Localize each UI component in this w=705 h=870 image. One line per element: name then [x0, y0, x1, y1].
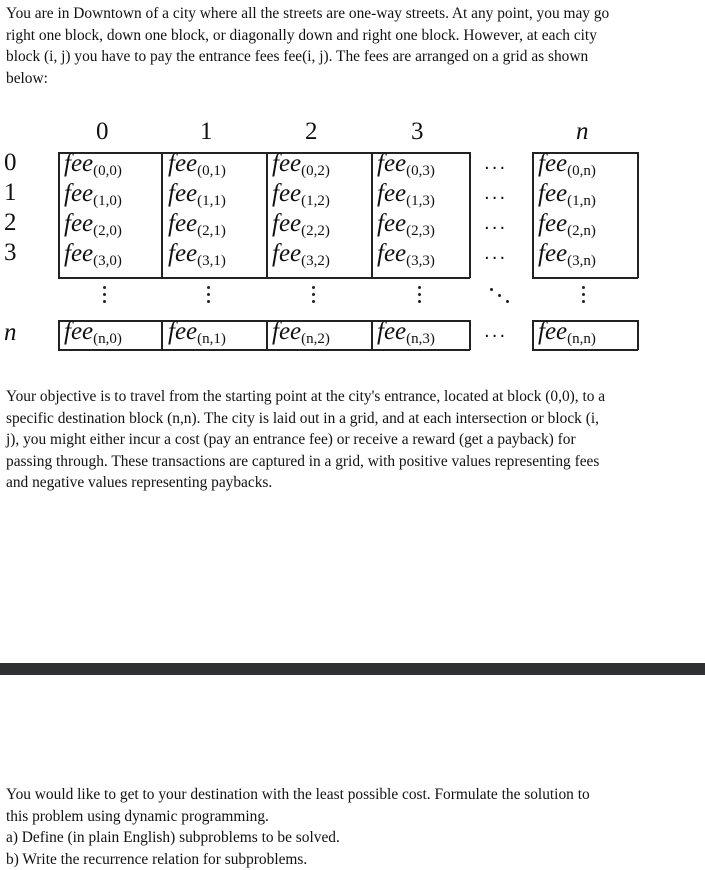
grid-line	[469, 320, 471, 350]
task-line: this problem using dynamic programming.	[6, 806, 658, 828]
fee-cell: fee$_{(0,1)}$	[168, 150, 226, 180]
horizontal-ellipsis: ···	[484, 158, 507, 179]
horizontal-ellipsis: ···	[484, 248, 507, 269]
section-divider	[0, 663, 705, 675]
fee-cell: fee$_{(1,2)}$	[272, 180, 330, 210]
grid-line	[532, 152, 534, 278]
column-header: 1	[200, 118, 213, 146]
fee-cell: fee$_{(0,2)}$	[272, 150, 330, 180]
fee-cell: fee$_{(1,3)}$	[377, 180, 435, 210]
grid-line	[266, 152, 268, 278]
column-header: 3	[411, 118, 424, 146]
vertical-ellipsis	[103, 286, 107, 307]
fee-cell: fee$_{(2,1)}$	[168, 210, 226, 240]
row-header: 0	[4, 149, 17, 177]
grid-line	[637, 320, 639, 350]
grid-line	[58, 277, 470, 279]
intro-line: block (i, j) you have to pay the entrance fees fee(i, j). The fees are arranged on a grid as shown	[6, 46, 658, 68]
vertical-ellipsis	[312, 286, 316, 307]
fee-cell: fee$_{(2,3)}$	[377, 210, 435, 240]
grid-line	[532, 320, 534, 350]
row-header: 1	[4, 179, 17, 207]
grid-line	[161, 152, 163, 278]
vertical-ellipsis	[207, 286, 211, 307]
fee-cell: fee$_{(1,1)}$	[168, 180, 226, 210]
fee-cell: fee$_{(n,0)}$	[64, 318, 122, 348]
fee-grid-figure	[0, 116, 705, 356]
fee-cell: fee$_{(n,n)}$	[538, 318, 596, 348]
grid-line	[266, 320, 268, 350]
objective-paragraph	[6, 386, 658, 494]
grid-line	[58, 152, 60, 278]
row-header: 2	[4, 209, 17, 237]
column-header: n	[576, 118, 589, 146]
grid-line	[469, 152, 471, 278]
grid-line	[532, 349, 638, 351]
horizontal-ellipsis: ···	[484, 188, 507, 209]
vertical-ellipsis	[582, 286, 586, 307]
objective-line: passing through. These transactions are captured in a grid, with positive values representing fees	[6, 451, 658, 473]
grid-line	[637, 152, 639, 278]
vertical-ellipsis	[418, 286, 422, 307]
fee-cell: fee$_{(n,1)}$	[168, 318, 226, 348]
fee-cell: fee$_{(3,0)}$	[64, 240, 122, 270]
objective-line: Your objective is to travel from the starting point at the city's entrance, located at block (0,0), to a	[6, 386, 658, 408]
task-line: a) Define (in plain English) subproblems to be solved.	[6, 827, 658, 849]
objective-line: specific destination block (n,n). The city is laid out in a grid, and at each intersection or block (i,	[6, 408, 658, 430]
fee-cell: fee$_{(3,3)}$	[377, 240, 435, 270]
grid-line	[58, 320, 60, 350]
fee-cell: fee$_{(0,0)}$	[64, 150, 122, 180]
fee-cell: fee$_{(2,0)}$	[64, 210, 122, 240]
intro-line: You are in Downtown of a city where all the streets are one-way streets. At any point, you may go	[6, 3, 658, 25]
grid-line	[371, 320, 373, 350]
fee-cell: fee$_{(0,n)}$	[538, 150, 596, 180]
intro-line: right one block, down one block, or diagonally down and right one block. However, at each city	[6, 25, 658, 47]
row-header: 3	[4, 239, 17, 267]
grid-line	[161, 320, 163, 350]
objective-line: and negative values representing paybacks.	[6, 472, 658, 494]
horizontal-ellipsis: ···	[484, 218, 507, 239]
fee-cell: fee$_{(0,3)}$	[377, 150, 435, 180]
task-line: You would like to get to your destination with the least possible cost. Formulate the solution to	[6, 784, 658, 806]
fee-cell: fee$_{(n,3)}$	[377, 318, 435, 348]
fee-cell: fee$_{(1,0)}$	[64, 180, 122, 210]
task-line: b) Write the recurrence relation for subproblems.	[6, 849, 658, 870]
row-header: n	[4, 319, 17, 347]
column-header: 0	[96, 118, 109, 146]
fee-cell: fee$_{(n,2)}$	[272, 318, 330, 348]
fee-cell: fee$_{(3,2)}$	[272, 240, 330, 270]
horizontal-ellipsis: ···	[484, 326, 507, 347]
grid-line	[532, 277, 638, 279]
task-paragraph	[6, 784, 658, 870]
intro-line: below:	[6, 68, 658, 90]
objective-line: j), you might either incur a cost (pay an entrance fee) or receive a reward (get a payback) for	[6, 429, 658, 451]
fee-cell: fee$_{(2,2)}$	[272, 210, 330, 240]
fee-cell: fee$_{(3,n)}$	[538, 240, 596, 270]
column-header: 2	[305, 118, 318, 146]
grid-line	[371, 152, 373, 278]
fee-cell: fee$_{(2,n)}$	[538, 210, 596, 240]
grid-line	[58, 349, 470, 351]
fee-cell: fee$_{(3,1)}$	[168, 240, 226, 270]
intro-paragraph	[6, 3, 658, 89]
diagonal-ellipsis	[488, 286, 518, 308]
fee-cell: fee$_{(1,n)}$	[538, 180, 596, 210]
